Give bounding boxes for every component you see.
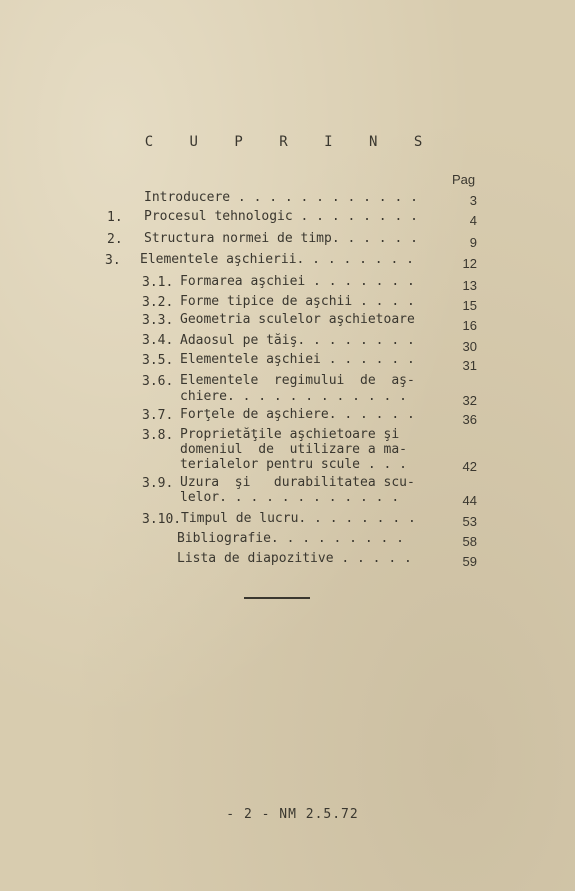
toc-entry-adaosul-pe-tais: Adaosul pe tăiş. . . . . . . .: [180, 333, 415, 348]
toc-entry-fortele-de-aschiere: Forţele de aşchiere. . . . . .: [180, 407, 415, 422]
toc-entry-bibliografie: Bibliografie. . . . . . . . .: [177, 531, 404, 546]
toc-entry-proprietatile-cont: domeniul de utilizare a ma-: [180, 442, 407, 457]
toc-page-number: 15: [462, 298, 477, 313]
toc-section-number: 3.8.: [142, 428, 174, 443]
toc-section-number: 3.5.: [142, 353, 174, 368]
toc-entry-introducere: Introducere . . . . . . . . . . . .: [144, 190, 418, 205]
toc-entry-elementele-aschierii: Elementele aşchierii. . . . . . . .: [140, 252, 414, 267]
toc-section-number: 3.3.: [142, 313, 174, 328]
toc-page-number: 16: [462, 318, 477, 333]
toc-entry-elementele-regimului: Elementele regimului de aş-: [180, 373, 415, 388]
toc-entry-forme-tipice: Forme tipice de aşchii . . . .: [180, 294, 415, 309]
toc-page-number: 31: [462, 358, 477, 373]
toc-entry-uzura-cont: lelor. . . . . . . . . . . .: [180, 490, 400, 505]
toc-entry-elementele-regimului-cont: chiere. . . . . . . . . . . .: [180, 389, 407, 404]
toc-section-number: 3.6.: [142, 374, 174, 389]
divider: [244, 597, 310, 599]
toc-entry-proprietatile: Proprietăţile aşchietoare şi: [180, 427, 400, 442]
toc-page-number: 12: [462, 256, 477, 271]
toc-section-number: 3.2.: [142, 295, 174, 310]
toc-entry-uzura: Uzura şi durabilitatea scu-: [180, 475, 415, 490]
toc-page-number: 9: [469, 235, 477, 250]
toc-section-number: 3.4.: [142, 333, 174, 348]
toc-section-number: 3.7.: [142, 408, 174, 423]
page-footer: - 2 - NM 2.5.72: [226, 807, 359, 822]
toc-page-number: 3: [469, 193, 477, 208]
toc-section-number: 2.: [107, 232, 123, 247]
toc-entry-geometria-sculelor: Geometria sculelor aşchietoare: [180, 312, 415, 327]
toc-section-number: 3.10.: [142, 512, 182, 527]
toc-entry-proprietatile-cont2: terialelor pentru scule . . .: [180, 457, 407, 472]
toc-page-number: 59: [462, 554, 477, 569]
toc-entry-procesul-tehnologic: Procesul tehnologic . . . . . . . .: [144, 209, 418, 224]
toc-page-number: 53: [462, 514, 477, 529]
page-title: C U P R I N S: [144, 134, 437, 150]
page-column-header: Pag: [452, 172, 476, 187]
toc-section-number: 3.1.: [142, 275, 174, 290]
toc-entry-timpul-de-lucru: Timpul de lucru. . . . . . . .: [181, 511, 416, 526]
toc-page-number: 13: [462, 278, 477, 293]
toc-page-number: 36: [462, 412, 477, 427]
toc-entry-elementele-aschiei: Elementele aşchiei . . . . . .: [180, 352, 415, 367]
toc-page-number: 4: [469, 213, 477, 228]
toc-section-number: 1.: [107, 210, 123, 225]
toc-page-number: 44: [462, 493, 477, 508]
toc-page-number: 58: [462, 534, 477, 549]
toc-entry-lista-de-diapozitive: Lista de diapozitive . . . . .: [177, 551, 412, 566]
toc-entry-formarea-aschiei: Formarea aşchiei . . . . . . .: [180, 274, 415, 289]
toc-page-number: 32: [462, 393, 477, 408]
toc-page-number: 42: [462, 459, 477, 474]
toc-page-number: 30: [462, 339, 477, 354]
toc-section-number: 3.: [105, 253, 121, 268]
toc-entry-structura-normei: Structura normei de timp. . . . . .: [144, 231, 418, 246]
toc-section-number: 3.9.: [142, 476, 174, 491]
